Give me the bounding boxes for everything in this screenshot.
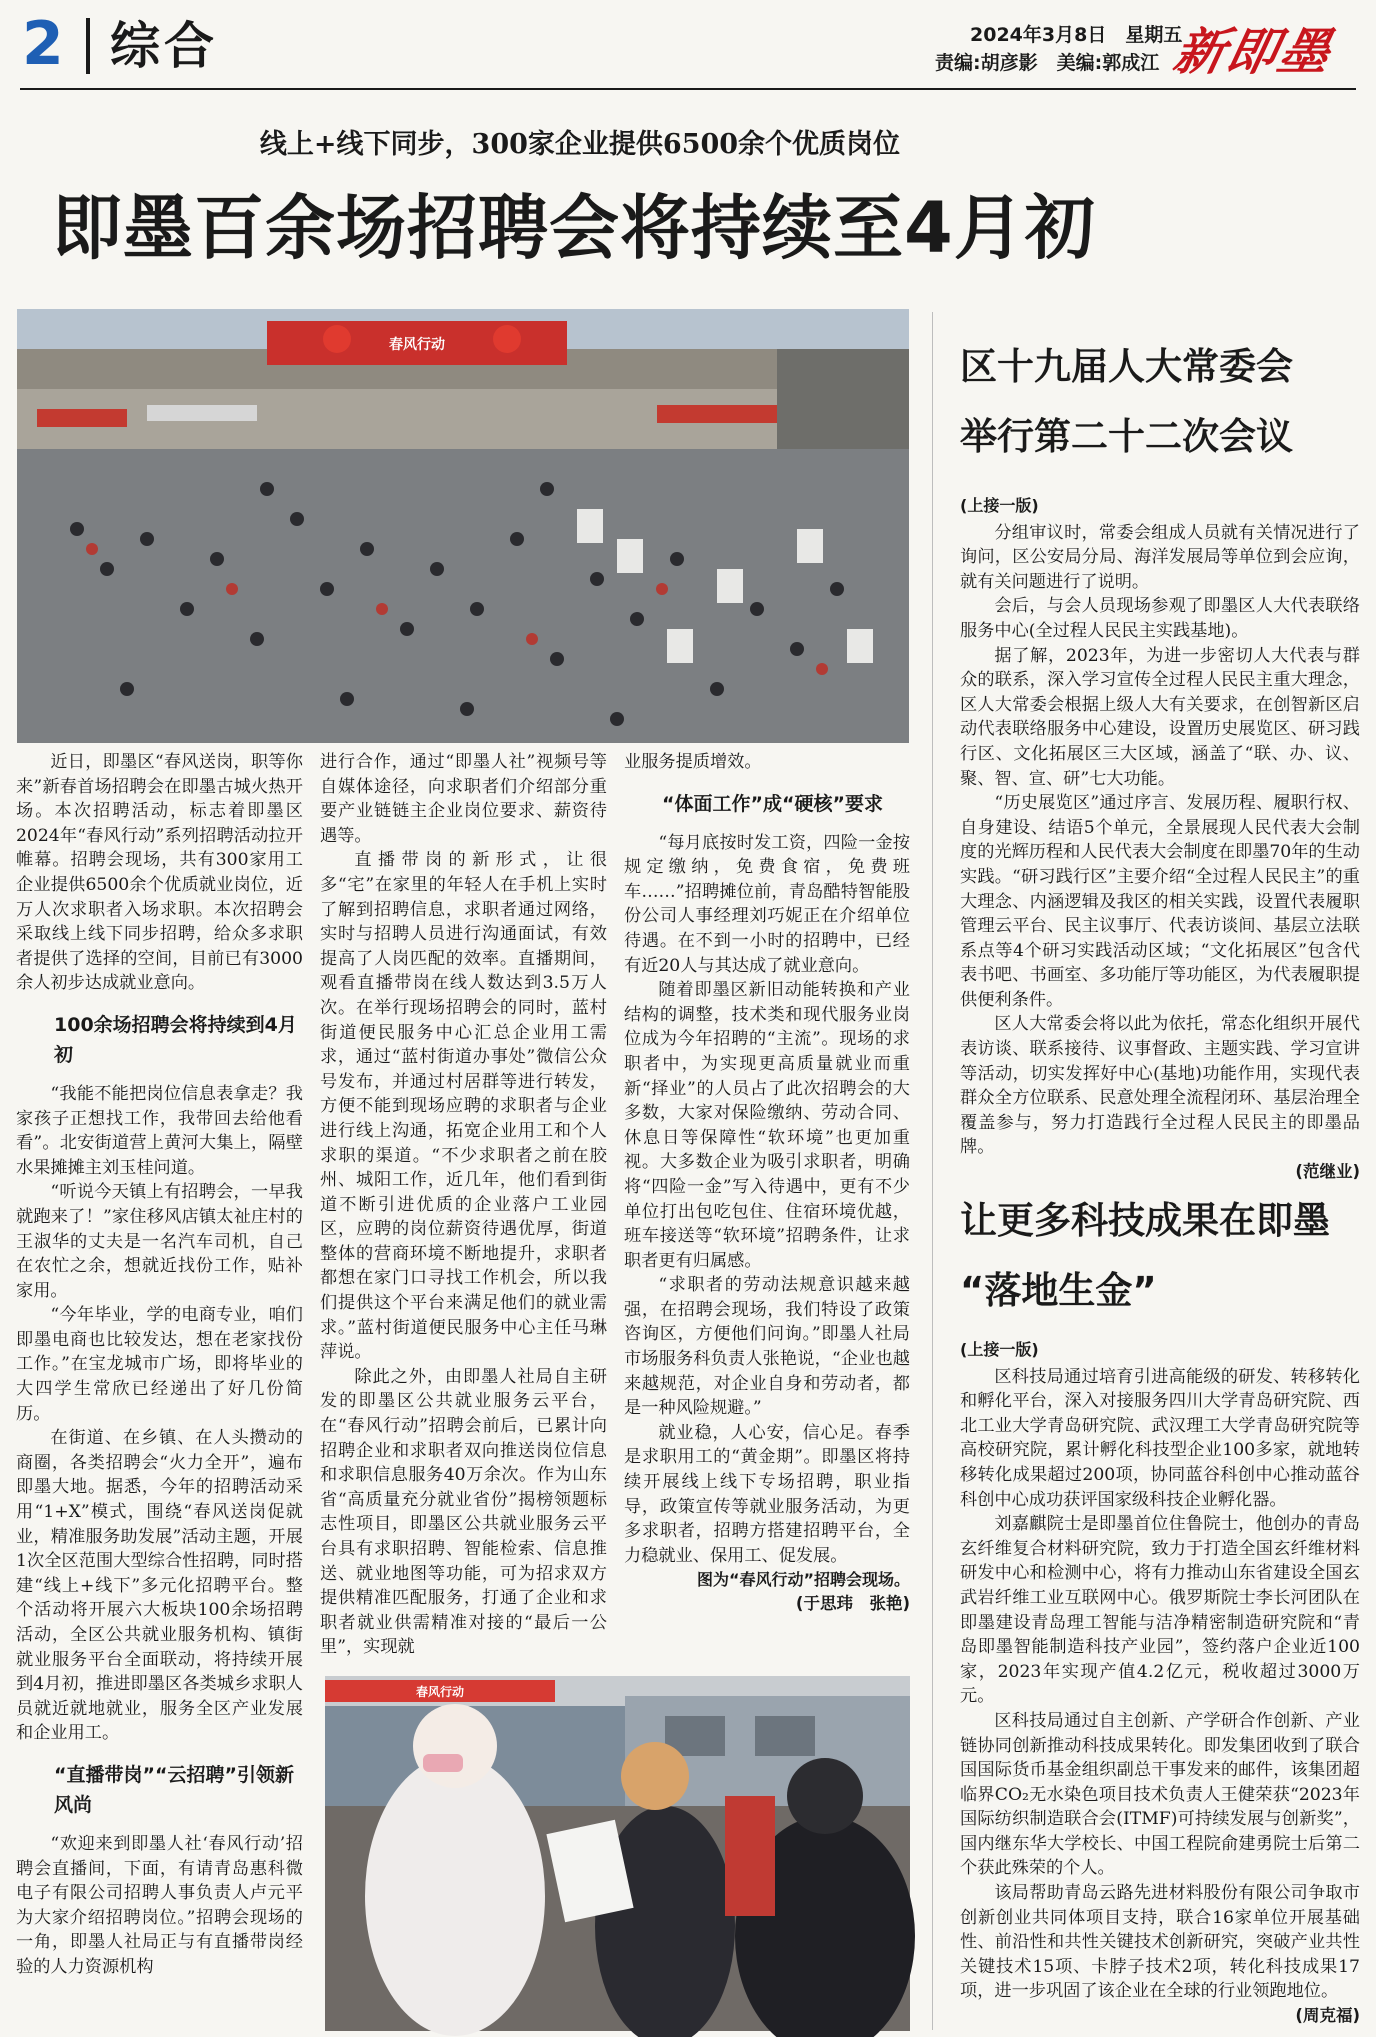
newspaper-logo: 新即墨 bbox=[1168, 22, 1338, 81]
paragraph: “欢迎来到即墨人社‘春风行动’招聘会直播间，下面，有请青岛惠科微电子有限公司招聘人事负责人卢元平为大家介绍招聘岗位。”招聘会现场的一角，即墨人社局正与有直播带岗经验的人力资源机构 bbox=[16, 1833, 303, 1977]
paragraph: 除此之外，由即墨人社局自主研发的即墨区公共就业服务云平台，在“春风行动”招聘会前后，已累计向招聘企业和求职者双向推送岗位信息和求职信息服务40万余次。作为山东省“高质量充分就业省份”揭榜领题标志性项目，即墨区公共就业服务云平台具有求职招聘、智能检索、信息推送、就业地图等功能，可为招求双方提供精准匹配服务，打通了企业和求职者就业供需精准对接的“最后一公里”，实现就 bbox=[320, 1366, 607, 1658]
paragraph: “听说今天镇上有招聘会，一早我就跑来了！”家住移风店镇太祉庄村的王淑华的丈夫是一名汽车司机，自己在农忙之余，想就近找份工作，贴补家用。 bbox=[16, 1182, 303, 1301]
column-separator bbox=[932, 312, 933, 2030]
paragraph: 刘嘉麒院士是即墨首位住鲁院士，他创办的青岛玄纤维复合材料研究院，致力于打造全国玄纤维材料研发中心和检测中心，将有力推动山东省建设全国玄武岩纤维工业互联网中心。俄罗斯院士李长河团队在即墨建设青岛理工智能与洁净精密制造研究院和“青岛即墨智能制造科技产业园”，签约落户企业近100家，2023年实现产值4.2亿元，税收超过3000万元。 bbox=[960, 1514, 1360, 1707]
article-credit: (范继业) bbox=[1295, 1162, 1360, 1182]
job-fair-crowd-illustration bbox=[17, 309, 909, 743]
paragraph: 该局帮助青岛云路先进材料股份有限公司争取市创新创业共同体项目支持，联合16家单位开展基础性、前沿性和共性关键技术创新研究，突破产业共性关键技术15项、卡脖子技术2项，转化科技成果17项，进一步巩固了该企业在全球的行业领跑地位。 bbox=[960, 1883, 1360, 2002]
tech-article-body bbox=[960, 1338, 1360, 2028]
tech-headline-line-2: “落地生金” bbox=[960, 1269, 1157, 1312]
paragraph: “每月底按时发工资，四险一金按规定缴纳，免费食宿，免费班车……”招聘摊位前，青岛酷特智能股份公司人事经理刘巧妮正在介绍单位待遇。在不到一小时的招聘中，已经有近20人与其达成了就业意向。 bbox=[624, 832, 910, 976]
issue-date: 2024年3月8日 星期五 bbox=[970, 24, 1183, 46]
header-rule bbox=[20, 88, 1356, 90]
paragraph: 据了解，2023年，为进一步密切人大代表与群众的联系，深入学习宣传全过程人民民主重大理念，区人大常委会根据上级人大有关要求，在创智新区启动代表联络服务中心建设，设置历史展览区、研习践行区、文化拓展区三大区域，涵盖了“联、办、议、聚、智、宣、研”七大功能。 bbox=[960, 645, 1360, 789]
headline-kicker: 线上+线下同步，300家企业提供6500余个优质岗位 bbox=[259, 129, 901, 160]
paragraph: “今年毕业，学的电商专业，咱们即墨电商也比较发达，想在老家找份工作。”在宝龙城市广场，即将毕业的大四学生常欣已经递出了好几份简历。 bbox=[16, 1305, 303, 1424]
subheading: “体面工作”成“硬核”要求 bbox=[662, 792, 883, 815]
main-photo-banner-text: 春风行动 bbox=[389, 337, 445, 353]
paragraph: 业服务提质增效。 bbox=[624, 752, 762, 772]
paragraph: 随着即墨区新旧动能转换和产业结构的调整，技术类和现代服务业岗位成为今年招聘的“主流”。现场的求职者中，为实现更高质量就业而重新“择业”的人员占了此次招聘会的大多数，大家对保险缴纳、劳动合同、休息日等保障性“软环境”也更加重视。大多数企业为吸引求职者，明确将“四险一金”写入待遇中，更有不少单位打出包吃包住、住宿环境优越，班车接送等“软环境”招聘条件，让求职者更有归属感。 bbox=[624, 980, 910, 1271]
photo-caption: 图为“春风行动”招聘会现场。 bbox=[696, 1570, 910, 1590]
npc-headline-line-2: 举行第二十二次会议 bbox=[960, 415, 1293, 458]
tech-headline-line-1: 让更多科技成果在即墨 bbox=[960, 1199, 1330, 1242]
paragraph: 进行合作，通过“即墨人社”视频号等自媒体途径，向求职者们介绍部分重要产业链链主企业岗位要求、薪资待遇等。 bbox=[320, 752, 607, 846]
main-headline: 即墨百余场招聘会将持续至4月初 bbox=[52, 187, 1096, 269]
paragraph: 近日，即墨区“春风送岗，职等你来”新春首场招聘会在即墨古城火热开场。本次招聘活动，标志着即墨区2024年“春风行动”系列招聘活动拉开帷幕。招聘会现场，共有300家用工企业提供6500余个优质就业岗位，近万人次求职者入场求职。本次招聘会采取线上线下同步招聘，给众多求职者提供了选择的空间，目前已有3000余人初步达成就业意向。 bbox=[16, 752, 303, 994]
article-credit: (周克福) bbox=[1295, 2006, 1360, 2026]
paragraph: 分组审议时，常委会组成人员就有关情况进行了询问，区公安局分局、海洋发展局等单位到会应询，就有关问题进行了说明。 bbox=[960, 522, 1360, 592]
article-credit: (于思玮 张艳) bbox=[795, 1594, 910, 1614]
editors-line: 责编:胡彦影 美编:郭成江 bbox=[935, 52, 1160, 74]
paragraph: 区科技局通过自主创新、产学研合作创新、产业链协同创新推动科技成果转化。即发集团收到了联合国国际货币基金组织副总干事发来的邮件，该集团超临界CO₂无水染色项目技术负责人王健荣获“2023年国际纺织制造联合会(ITMF)可持续发展与创新奖”，国内继东华大学校长、中国工程院俞建勇院士后第二个获此殊荣的个人。 bbox=[960, 1710, 1360, 1879]
main-article-column-3 bbox=[624, 750, 910, 1670]
paragraph: 区科技局通过培育引进高能级的研发、转移转化和孵化平台，深入对接服务四川大学青岛研究院、西北工业大学青岛研究院、武汉理工大学青岛研究院等高校研究院，累计孵化科技型企业100多家，就地转移转化成果超过200项，协同蓝谷科创中心推动蓝谷科创中心成功获评国家级科技企业孵化器。 bbox=[960, 1366, 1360, 1510]
paragraph: 区人大常委会将以此为依托，常态化组织开展代表访谈、联系接待、议事督政、主题实践、学习宣讲等活动，切实发挥好中心(基地)功能作用，实现代表群众全方位联系、民意处理全流程闭环、基层治理全覆盖参与，努力打造践行全过程人民民主的即墨品牌。 bbox=[960, 1014, 1360, 1158]
job-fair-crowd-photo bbox=[17, 309, 909, 743]
paragraph: 会后，与会人员现场参观了即墨区人大代表联络服务中心(全过程人民民主实践基地)。 bbox=[960, 596, 1360, 641]
paragraph: “历史展览区”通过序言、发展历程、履职行权、自身建设、结语5个单元，全景展现人民代表大会制度的光辉历程和人民代表大会制度在即墨70年的生动实践。“研习践行区”主要介绍“全过程人民民主”的重大理念、内涵逻辑及我区的相关实践，设置代表履职管理云平台、民主议事厅、代表访谈间、基层立法联系点等4个研习实践活动区域；“文化拓展区”包含代表书吧、书画室、多功能厅等功能区，为代表履职提供便利条件。 bbox=[960, 793, 1360, 1010]
job-flyer-handout-photo bbox=[325, 1676, 910, 2031]
npc-article-body bbox=[960, 494, 1360, 1182]
paragraph: 直播带岗的新形式，让很多“宅”在家里的年轻人在手机上实时了解到招聘信息，求职者通过网络，实时与招聘人员进行沟通面试，有效提高了人岗匹配的效率。直播期间，观看直播带岗在线人数达到3.5万人次。在举行现场招聘会的同时，蓝村街道便民服务中心汇总企业用工需求，通过“蓝村街道办事处”微信公众号发布，并通过村居群等进行转发，方便不能到现场应聘的求职者与企业进行线上沟通，拓宽企业用工和个人求职的渠道。“不少求职者之前在胶州、城阳工作，近几年，他们看到街道不断引进优质的企业落户工业园区，应聘的岗位薪资待遇优厚，街道整体的营商环境不断地提升，求职者都想在家门口寻找工作机会，所以我们提供这个平台来满足他们的就业需求。”蓝村街道便民服务中心主任马琳萍说。 bbox=[320, 850, 607, 1363]
main-article-column-1 bbox=[16, 750, 303, 2030]
paragraph: “我能不能把岗位信息表拿走？我家孩子正想找工作，我带回去给他看看”。北安街道营上黄河大集上，隔壁水果摊摊主刘玉桂问道。 bbox=[16, 1083, 303, 1178]
paragraph: “求职者的劳动法规意识越来越强，在招聘会现场，我们特设了政策咨询区，方便他们问询。”即墨人社局市场服务科负责人张艳说，“企业也越来越规范，对企业自身和劳动者，都是一种风险规避。” bbox=[624, 1275, 910, 1419]
masthead-divider bbox=[86, 18, 90, 74]
job-flyer-handout-illustration bbox=[325, 1676, 910, 2031]
page-number: 2 bbox=[22, 9, 64, 79]
subheading: “直播带岗”“云招聘”引领新风尚 bbox=[54, 1763, 294, 1816]
subheading: 100余场招聘会将持续到4月初 bbox=[54, 1013, 297, 1066]
paragraph: 在街道、在乡镇、在人头攒动的商圈，各类招聘会“火力全开”，遍布即墨大地。据悉，今年的招聘活动采用“1+X”模式，围绕“春风送岗促就业，精准服务助发展”活动主题，开展1次全区范围大型综合性招聘，同时搭建“线上+线下”多元化招聘平台。整个活动将开展六大板块100余场招聘活动，全区公共就业服务机构、镇街就业服务平台全面联动，将持续开展到4月初，推进即墨区各类城乡求职人员就近就地就业，服务全区产业发展和企业用工。 bbox=[16, 1428, 303, 1744]
section-title: 综合 bbox=[110, 17, 218, 75]
continued-label: (上接一版) bbox=[960, 1340, 1039, 1359]
paragraph: 就业稳，人心安，信心足。春季是求职用工的“黄金期”。即墨区将持续开展线上线下专场招聘，职业指导，政策宣传等就业服务活动，为更多求职者，招聘方搭建招聘平台，全力稳就业、保用工、促发展。 bbox=[624, 1422, 910, 1566]
second-photo-banner-text: 春风行动 bbox=[415, 1685, 465, 1699]
main-article-column-2 bbox=[320, 750, 607, 1670]
continued-label: (上接一版) bbox=[960, 496, 1039, 515]
npc-headline-line-1: 区十九届人大常委会 bbox=[960, 345, 1293, 388]
